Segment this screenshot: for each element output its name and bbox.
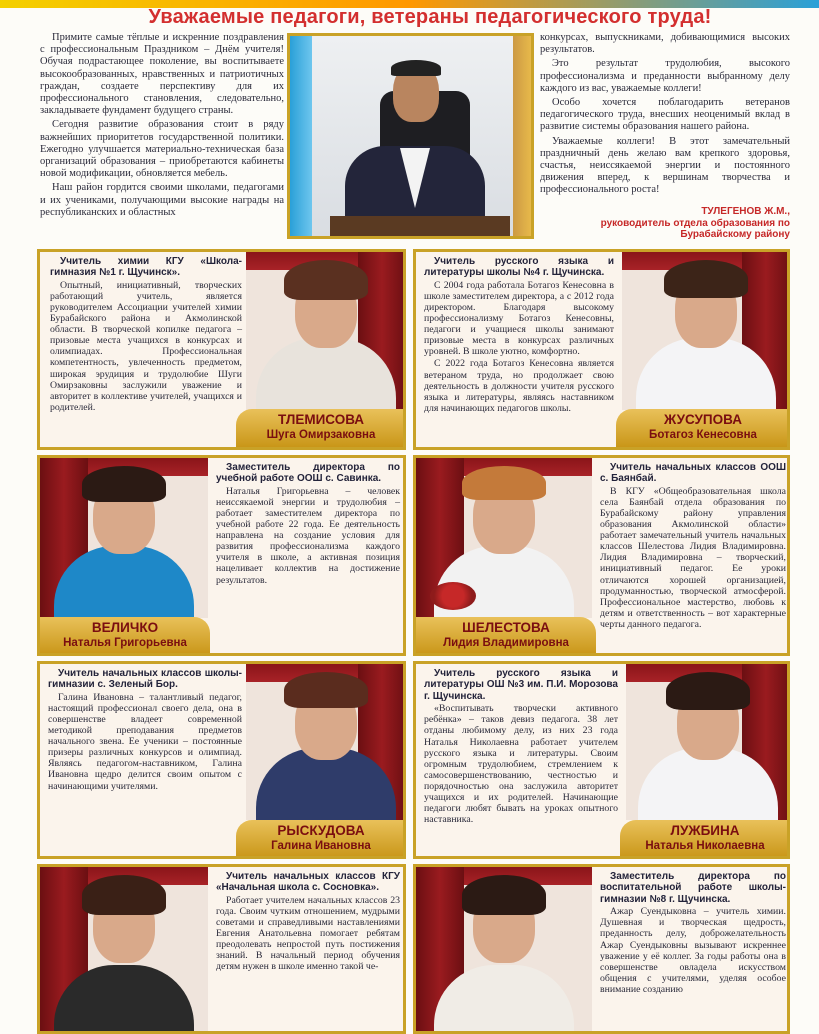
teacher-surname: РЫСКУДОВА (277, 823, 365, 838)
card-heading: Учитель химии КГУ «Школа-гимназия №1 г. Щучинск». (50, 256, 242, 279)
card-heading: Заместитель директора по учебной работе ООШ с. Савинка. (216, 462, 400, 485)
hair (82, 875, 166, 915)
teacher-surname: ЖУСУПОВА (664, 412, 742, 427)
intro-right-column (540, 32, 790, 199)
nameplate (236, 820, 406, 858)
card-text (48, 668, 242, 793)
hair (82, 466, 166, 502)
card-text (424, 668, 618, 826)
intro-left-column (40, 32, 284, 221)
card-body: Работает учителем начальных классов 23 года. Своим чутким отношением, мудрыми советами и справедливыми наставлениями Евгения Анатольевна помогает ребятам преодолевать непростой путь постижения знаний. В начальный период обучения детям нужен в школе именно такой че- (216, 894, 400, 973)
teacher-card-5 (37, 661, 406, 859)
teacher-surname: ТЛЕМИСОВА (277, 412, 365, 427)
card-heading: Учитель русского языка и литературы школы №4 г. Щучинска. (424, 256, 614, 279)
hair (391, 60, 441, 76)
hair (666, 672, 750, 710)
intro-paragraph: Наш район гордится своими школами, педагогами и их учениками, получающими высокие награды на республиканских и областных (40, 182, 284, 218)
intro-paragraph: конкурсах, выпускниками, добивающимися высоких результатов. (540, 32, 790, 56)
nameplate (620, 820, 790, 858)
card-text (216, 462, 400, 587)
teacher-card-2 (413, 249, 790, 450)
teacher-card-1 (37, 249, 406, 450)
teacher-surname: ЛУЖБИНА (670, 823, 740, 838)
hair (664, 260, 748, 298)
teacher-surname: ВЕЛИЧКО (91, 620, 159, 635)
teacher-surname: ШЕЛЕСТОВА (462, 620, 550, 635)
card-heading: Учитель начальных классов ООШ с. Баянбай. (600, 462, 786, 485)
teacher-photo (416, 458, 592, 618)
teacher-photo (40, 458, 208, 618)
card-text (216, 871, 400, 973)
page-headline: Уважаемые педагоги, ветераны педагогического труда! (148, 6, 712, 28)
teacher-photo (416, 867, 592, 1034)
signature-block (560, 206, 790, 241)
card-heading: Учитель русского языка и литературы ОШ №3 им. П.И. Морозова г. Щучинска. (424, 668, 618, 702)
card-heading: Учитель начальных классов школы-гимназии с. Зеленый Бор. (48, 668, 242, 691)
official-portrait-photo (287, 33, 534, 239)
hair (284, 260, 368, 300)
flag-left (290, 36, 312, 239)
teacher-given-name: Наталья Григорьевна (63, 637, 187, 649)
card-text (600, 871, 786, 996)
teacher-card-8 (413, 864, 790, 1034)
teacher-photo (246, 664, 406, 820)
card-text (600, 462, 786, 631)
nameplate (616, 409, 790, 447)
card-text (50, 256, 242, 414)
card-body: С 2022 года Ботагоз Кенесовна является ветераном труда, но продолжает свою деятельность в должности учителя русского языка и литературы, являясь наставником для начинающих педагогов школы. (424, 358, 614, 414)
nameplate (40, 617, 210, 655)
hair (462, 466, 546, 500)
teacher-given-name: Лидия Владимировна (443, 637, 569, 649)
teacher-photo (40, 867, 208, 1034)
teacher-card-4 (413, 455, 790, 656)
card-heading: Заместитель директора по воспитательной работе школы-гимназии №8 г. Щучинска. (600, 871, 786, 905)
flag-right (513, 36, 531, 239)
flower-bouquet (430, 582, 476, 610)
teacher-card-7 (37, 864, 406, 1034)
teacher-given-name: Шуга Омирзаковна (266, 429, 376, 441)
teacher-card-3 (37, 455, 406, 656)
card-body: Наталья Григорьевна – человек неиссякаемой энергии и трудолюбия – работает заместителем директора по учебной работе 22 года. Ее деятельность направлена на создание условия для развития профессионализма каждого учителя в школе, а активная позиция нацеливает коллектив на достижение результатов. (216, 485, 400, 586)
card-heading: Учитель начальных классов КГУ «Начальная школа с. Сосновка». (216, 871, 400, 894)
intro-paragraph: Примите самые тёплые и искренние поздравления с профессиональным Праздником – Днём учителя! Обучая подрастающее поколение, вы воспитываете высокообразованных, нравственных и патриотичных граждан, создаете перспективу для их профессионального становления, следовательно, закладываете фундамент будущего страны. (40, 32, 284, 117)
intro-paragraph: Сегодня развитие образования стоит в ряду важнейших приоритетов государственной политики. Ежегодно улучшается материально-техническая база организаций образования – приобретаются кабинеты новой модификации, обновляется мебель. (40, 119, 284, 180)
teacher-given-name: Наталья Николаевна (645, 840, 765, 852)
card-body: Ажар Суендыковна – учитель химии. Душевная и творческая щедрость, преданность делу, доброжелательность Ажар Суендыковны вызывают искреннее уважение у её коллег. За годы работы она в совершенстве овладела искусством общения с учителями, уделяя особое внимание созданию (600, 906, 786, 995)
card-body: В КГУ «Общеобразовательная школа села Баянбай отдела образования по Бурабайскому району управления образования Акмолинской области» работает замечательный учитель начальных классов Шелестова Лидия Владимировна. Лидия Владимировна – творческий, инициативный педагог. Ее уроки отличаются хорошей организацией, продуманностью, творческой атмосферой. Профессиональное мастерство, любовь к детям и ответственность – вот характерные черты данного педагога. (600, 485, 786, 630)
card-text (424, 256, 614, 415)
teacher-given-name: Ботагоз Кенесовна (649, 429, 757, 441)
hair (284, 672, 368, 708)
intro-paragraph: Это результат трудолюбия, высокого профессионализма и преданности выбранному делу каждого из вас, уважаемые коллеги! (540, 58, 790, 94)
teacher-given-name: Галина Ивановна (271, 840, 371, 852)
hair (462, 875, 546, 915)
signature-name: ТУЛЕГЕНОВ Ж.М., (701, 206, 790, 217)
nameplate (236, 409, 406, 447)
intro-paragraph: Особо хочется поблагодарить ветеранов педагогического труда, внесших неоценимый вклад в развитие системы образования нашего района. (540, 97, 790, 133)
teacher-photo (626, 664, 790, 820)
teacher-photo (622, 252, 790, 410)
card-body: Опытный, инициативный, творческих работающий учитель, является руководителем Ассоциации учителей химии Бурабайского района и Акмолинской области. В творческой копилке педагога – призовые места учащихся в конкурсах и олимпиадах. Профессиональная компетентность, увлеченность предметом, широкая эрудиция и трудолюбие Шуги Омирзаковны заслужили уважение и авторитет в коллективе учителей, учащихся и родителей. (50, 279, 242, 413)
desk (330, 216, 510, 239)
card-body: «Воспитывать творчески активного ребёнка» – таков девиз педагога. 38 лет отданы любимому делу, из них 23 года Наталья Николаевна работает учителем русского языка и литературы. Своим огромным трудолюбием, стремлением к самосовершенствованию, честностью и порядочностью она заслужила авторитет учащихся и их родителей. Начинающие педагоги любят бывать на уроках опытного наставника. (424, 703, 618, 826)
card-body: Галина Ивановна – талантливый педагог, настоящий профессионал своего дела, она в совершенстве владеет современной методикой преподавания предметов начального звена. Ее ученики – постоянные призеры различных конкурсов и олимпиад. Являясь педагогом-наставником, Галина Ивановна щедро делится своим опытом с начинающими учителями. (48, 691, 242, 792)
signature-title: руководитель отдела образования по Бурабайскому району (600, 217, 790, 240)
teacher-card-6 (413, 661, 790, 859)
nameplate (416, 617, 596, 655)
card-body: С 2004 года работала Ботагоз Кенесовна в школе заместителем директора, а с 2012 года директором. Благодаря высокому профессионализму Ботагоз Кенесовны, педагоги и учащиеся школы занимают призовые места в конкурсах различных уровней. В школе уютно, комфортно. (424, 279, 614, 358)
teacher-photo (246, 252, 406, 410)
intro-paragraph: Уважаемые коллеги! В этот замечательный праздничный день желаю вам крепкого здоровья, счастья, неиссякаемой энергии и постоянного движения вперед, к вершинам творчества и профессионального роста! (540, 135, 790, 196)
